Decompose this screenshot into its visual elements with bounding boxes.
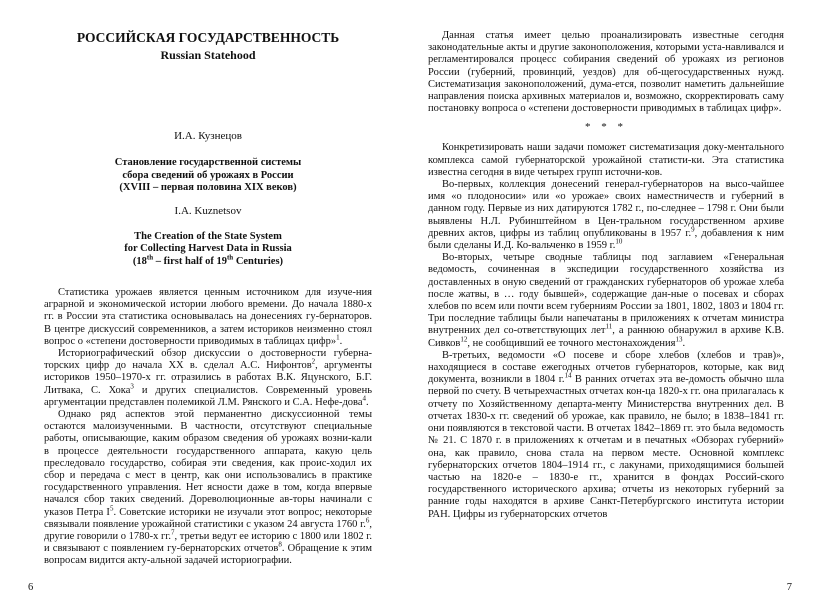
footnote-ref: 1 [336,333,340,342]
title-en-line: The Creation of the State System [134,230,282,242]
right-column [428,30,784,521]
section-separator: * * * [585,121,627,134]
title-ru-line: сбора сведений об урожаях в России [122,169,294,181]
footnote-ref: 13 [675,335,683,344]
paragraph: Во-вторых, четыре сводные таблицы под заглавием «Генеральная ведомость, сочиненная в экспедиции государственного хозяйства из доставленных в оную сведений от гражданских губернаторов об урожае хлеба после жатвы, в … году бывшей», содержащие дан-ные о посевах и сборах хлебов по всем или почти всем губерниям России за 1801, 1802, 1803 и 1804 гг. Три последние таблицы были напечатаны в приложениях к отчетам министра внутренних дел со-ответствующих лет$^{11}$, а раннюю обнаружил в архиве К.В. Сивков$^{12}$, не сообщивший ее точного местонахождения$^{13}$. [428,252,784,349]
paragraph: Во-первых, коллекция донесений генерал-губернаторов на высо-чайшее имя «о плодоносии» или «о урожае» своих наместничеств и губерний в данном году. Первые из них датируются 1782 г., по-следнее – 1798 г. Они были выявлены Н.Л. Рубинштейном в Цен-тральном государственном архиве древних актов, цифры из таблиц опубликованы в 1957 г.$^9$, добавления к ним были сделаны И.Д. Ко-вальченко в 1959 г.$^{10}$ [428,179,784,252]
right-page [410,0,820,609]
section-title: РОССИЙСКАЯ ГОСУДАРСТВЕННОСТЬ [76,30,340,45]
footnote-ref: 2 [311,357,316,366]
footnote-ref: 3 [130,382,134,391]
page-number-right: 7 [786,582,792,593]
title-ru-line: Становление государственной системы [114,157,302,168]
left-column [44,30,372,568]
paragraph: Данная статья имеет целью проанализировать известные сегодня законодательные акты и другие законоположения, которыми уста-навливался и регламентировался процесс собирания сведений об урожаях из регионов России (губерний, провинций, уездов) для об-щегосударственных нужд. Систематизация законоположений, дума-ется, позволит наметить дальнейшие направления поиска архивных материалов и, возможно, скорректировать саму постановку вопроса о «степени достоверности приводимых в таблицах цифр». [428,30,784,115]
footnote-ref: 5 [109,504,114,513]
article-title-en [44,231,372,269]
footnote-ref: 8 [278,540,282,549]
author-en: I.A. Kuznetsov [174,204,242,217]
footnote-ref: 10 [615,237,623,246]
footnote-ref: 9 [691,225,695,234]
title-ru-line: (XVIII – первая половина XIX веков) [119,182,297,193]
paragraph: Историографический обзор дискуссии о достоверности губерна-торских цифр до начала XX в. сделал А.С. Нифонтов$^2$, аргументы историков 1950–1970-х гг. отразились в работах В.К. Яцунского, Б.Г. Литвака, С. Хока$^3$ и других специалистов. Современный уровень аргументации представлен полемикой Л.М. Рянского и С.А. Нефе-дова$^4$. [44,348,372,408]
paragraph: Однако ряд аспектов этой перманентно дискуссионной темы остаются малоизученными. В частности, отсутствуют специальные работы, описывающие, каким образом сведения об урожаях возни-кали в процессе деятельности государственного аппарата, какую цель преследовало государство, собирая эти сведения, как проис-ходил их сбор и передача с мест в центр, как они использовались в практике государственного управления. Нет ясности даже в том, когда впервые начался сбор таких сведений. Дореволюционные ав-торы начинали с указов Петра $I^5$. Советские историки не изучали этот вопрос; некоторые связывали появление урожайной статистики с указом 24 августа 1760 г.$^6$, другие говорили о 1780-х гг.$^7$, третьи ведут ее историю с 1800 или 1802 г. и связывают с появлением гу-бернаторских отчетов$^8$. Обращение к этим вопросам видится акту-альной задачей историографии. [44,409,373,567]
footnote-ref: 11 [605,322,613,331]
page-number-left: 6 [28,582,34,593]
paragraph: В-третьих, ведомости «О посеве и сборе хлебов (хлебов и трав)», находящиеся в составе ежегодных отчетов губернаторов, которые, как вид документа, возникли в 1804 г.$^{14}$ В ранних отчетах эта ве-домость обычно шла первой по счету. В четырехчастных отчетах кон-ца 1820-х гг. она прилагалась к отчету по Хозяйственному департа-менту Министерства внутренних дел. В отчетах 1830-х гг. сведений об урожае, как правило, не было; в 1838–1841 гг. они появляются в текстовой части. В отчетах 1842–1869 гг. это была ведомость № 21. С 1870 г. в приложениях к отчетам и в печатных «Обзорах губерний» она, как правило, снова стала на первом месте. Основной комплекс губернаторских отчетов 1804–1914 гг., с лакунами, приходящимися большей частью на 1820-е – 1830-е гг., хранится в фондах Россий-ского государственного исторического архива; отчеты из некоторых губерний за ранние годы находятся в архиве Санкт-Петербургского института истории РАН. Цифры из губернаторских отчетов [428,349,784,520]
footnote-ref: 6 [365,516,370,525]
section-subtitle: Russian Statehood [160,48,256,62]
footnote-ref: 7 [171,528,175,537]
footnote-ref: 14 [564,371,572,380]
footnote-ref: 12 [460,335,468,344]
footnote-ref: 4 [362,394,367,403]
author-ru: И.А. Кузнецов [174,130,242,142]
paragraph: Конкретизировать наши задачи поможет систематизация доку-ментального комплекса самой губернаторской урожайной статисти-ки. Эта статистика известна сегодня в виде четырех групп источни-ков. [428,142,784,178]
article-title-ru [44,157,372,195]
title-en-line: for Collecting Harvest Data in Russia [124,243,292,254]
paragraph: Статистика урожаев является ценным источником для изуче-ния аграрной и экономической истории любого времени. До начала 1880-х гг. в России эта статистика основывалась на донесениях гу-бернаторов. В центре дискуссий современников, а затем историков неизменно стоял вопрос о «степени достоверности приводимых в таблицах цифр»$^1$. [44,287,372,347]
title-en-line: (18th – first half of 19th Centuries) [132,253,284,267]
